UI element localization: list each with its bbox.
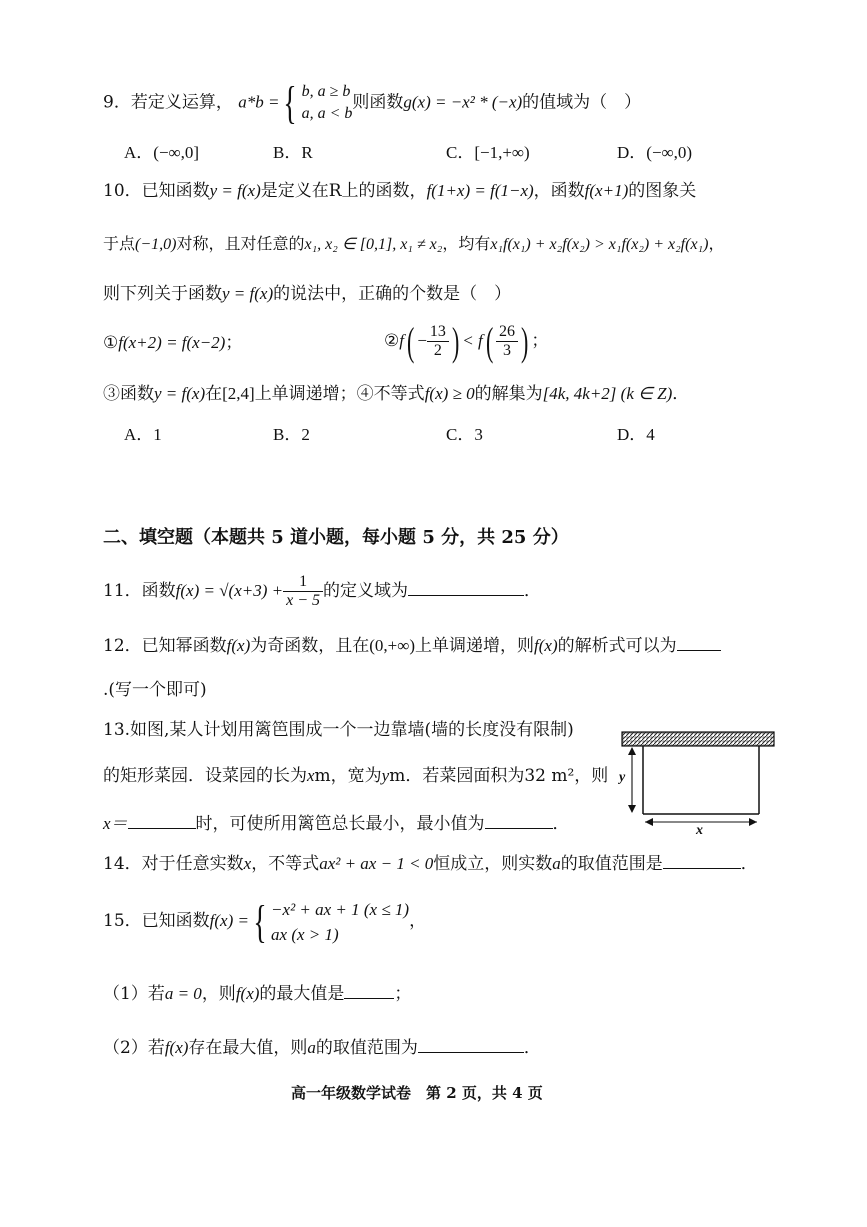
q10-choice-c: C．3	[446, 425, 483, 444]
q9-text: 的值域为（ ）	[522, 92, 642, 113]
q15-part-1: （1）若a = 0，则f(x)的最大值是 ；	[103, 984, 412, 1004]
q10-line3: 则下列关于函数y = f(x)的说法中，正确的个数是（ ）	[103, 284, 512, 304]
q9-cases: b, a ≥ b a, a < b	[301, 83, 353, 122]
q13-line3: x＝ 时，可使所用篱笆总长最小，最小值为 ．	[103, 814, 570, 834]
q10-line2: 于点(−1,0)对称，且对任意的x₁, x₂ ∈ [0,1], x₁ ≠ x₂，均有x₁f(x₁) + x₂f(x₂) > x₁f(x₂) + x₂f(x₁)，	[103, 234, 725, 253]
q9-function: g(x) = −x² * (−x)	[403, 92, 523, 112]
q9-number: 9．	[103, 92, 131, 113]
q14-line: 14．对于任意实数x，不等式ax² + ax − 1 < 0恒成立，则实数a的取值范围是 ．	[103, 854, 758, 874]
wall	[622, 732, 774, 746]
q15-part2-blank[interactable]	[418, 1036, 524, 1053]
q9-text: 则函数	[352, 92, 404, 113]
q9-choice-a: A．(−∞,0]	[124, 143, 200, 162]
q11-line: 11．函数f(x) = √(x+3) + $\frac{1}{x - 5}$ 的定义域为 ．	[103, 573, 542, 609]
q10-statement-1: ①f(x+2) = f(x−2)；	[103, 333, 243, 353]
q9-choice-d: D．(−∞,0)	[617, 143, 693, 162]
q12-answer-blank[interactable]	[677, 634, 721, 651]
q9-choice-b: B．R	[273, 143, 313, 162]
q10-statement-3-4: ③函数y = f(x)在[2,4]上单调递增；④不等式f(x) ≥ 0的解集为[4k, 4k+2] (k ∈ Z)．	[103, 384, 690, 404]
q11-answer-blank[interactable]	[408, 579, 524, 596]
section-heading: 二、填空题（本题共 5 道小题，每小题 5 分，共 25 分）	[103, 527, 569, 548]
q13-answer-blank-x[interactable]	[128, 812, 196, 829]
q13-line1: 13.如图,某人计划用篱笆围成一个一边靠墙(墙的长度没有限制)	[103, 720, 574, 740]
page-footer: 高一年级数学试卷 第 2 页，共 4 页	[291, 1084, 543, 1102]
q10-line1: 10．已知函数y = f(x)是定义在R上的函数，f(1+x) = f(1−x)，函数f(x+1)的图象关	[103, 181, 697, 201]
q12-line1: 12．已知幂函数f(x)为奇函数，且在(0,+∞)上单调递增，则f(x)的解析式可以为	[103, 634, 721, 657]
q9-line	[103, 77, 642, 128]
q9-def-lhs: a*b =	[238, 92, 280, 112]
q9-choice-c: C．[−1,+∞)	[446, 143, 530, 162]
q13-line2: 的矩形菜园．设菜园的长为xm，宽为ym．若菜园面积为32 m²，则	[103, 766, 609, 786]
q15-part-2: （2）若f(x)存在最大值，则a的取值范围为 ．	[103, 1038, 541, 1058]
q10-choice-d: D．4	[617, 425, 655, 444]
q10-choice-a: A．1	[124, 425, 162, 444]
fig-label-y: y	[619, 770, 626, 785]
q10-statement-2: ②f( − $\frac{13}{2}$ ) < f( $\frac{26}{3}$ ) ；	[384, 318, 549, 364]
brace: {	[283, 77, 298, 128]
q10-choice-b: B．2	[273, 425, 310, 444]
q12-line2: .(写一个即可)	[103, 680, 207, 700]
q15-part1-blank[interactable]	[344, 982, 394, 999]
q14-answer-blank[interactable]	[663, 852, 741, 869]
q15-line: 15．已知函数f(x) ={ −x² + ax + 1 (x ≤ 1) ax (x > 1) ，	[103, 895, 427, 947]
q13-garden-figure	[618, 728, 780, 834]
fig-label-x: x	[696, 823, 703, 834]
q13-answer-blank-min[interactable]	[485, 812, 553, 829]
q9-text: 若定义运算，	[130, 92, 233, 113]
q11-fraction: $\frac{1}{x - 5}$	[283, 573, 323, 610]
